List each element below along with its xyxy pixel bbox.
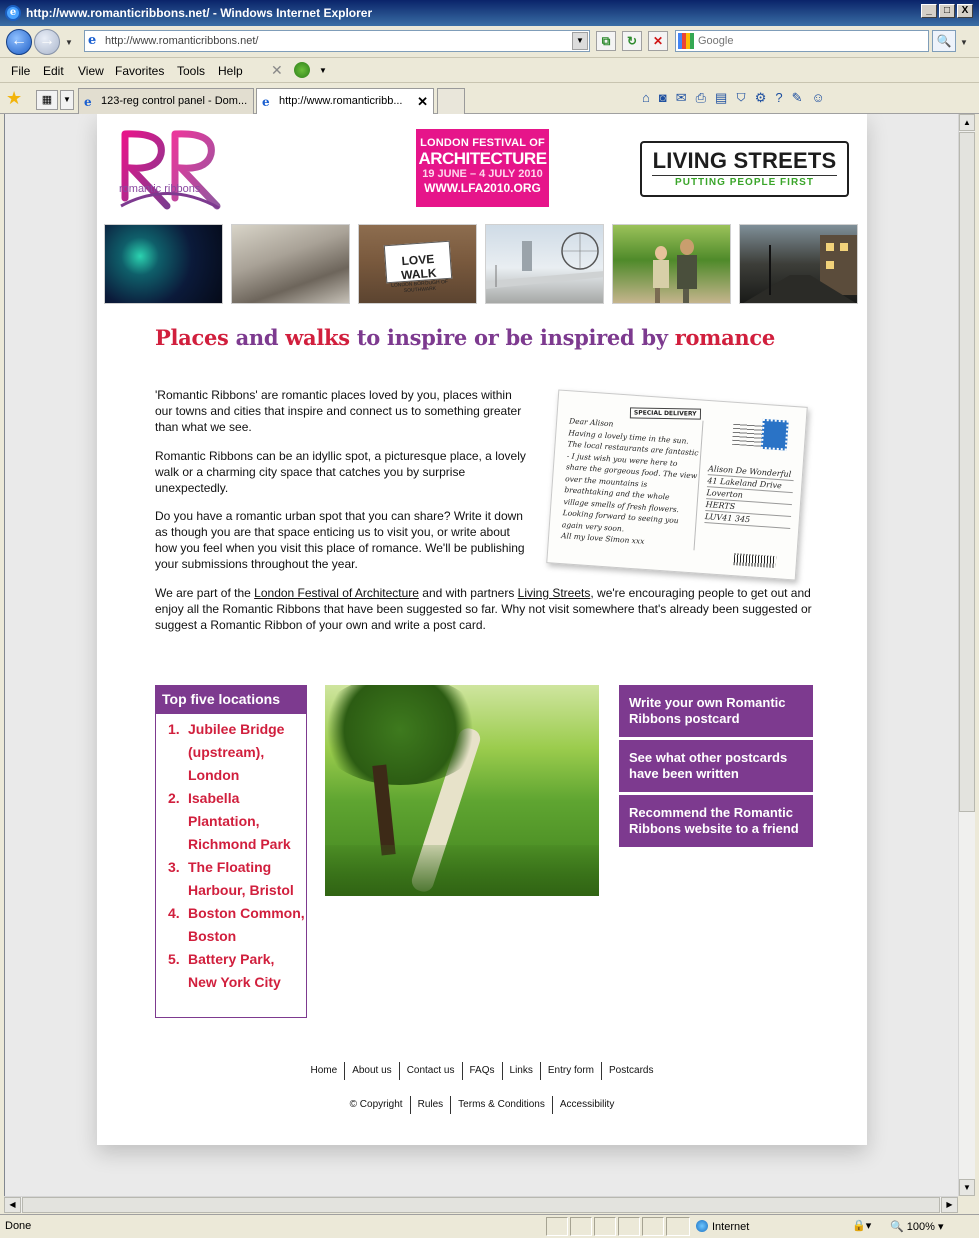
intro-paragraph-4 xyxy=(155,585,815,633)
history-dropdown-icon[interactable]: ▼ xyxy=(65,38,73,47)
new-tab-button[interactable] xyxy=(437,88,465,114)
lfa-line1: LONDON FESTIVAL OF xyxy=(420,137,545,149)
living-streets-tagline: PUTTING PEOPLE FIRST xyxy=(652,175,837,190)
top-five-item[interactable] xyxy=(168,718,306,787)
search-options-icon[interactable]: ▼ xyxy=(960,38,968,47)
item-number: 4. xyxy=(168,905,180,921)
intro-p4-part-a: We are part of the xyxy=(155,586,255,600)
item-number: 3. xyxy=(168,859,180,875)
top-five-item[interactable] xyxy=(168,787,306,856)
headline-middle: to inspire or be inspired by xyxy=(356,325,668,350)
status-text: Done xyxy=(5,1220,32,1232)
item-number: 5. xyxy=(168,951,180,967)
research-icon[interactable]: ✎ xyxy=(791,90,812,105)
tab-close-icon[interactable]: ✕ xyxy=(417,94,428,109)
intro-paragraph-3: Do you have a romantic urban spot that you can share? Write it down as though you are that space enticing us to visit you, or write about how you feel when you visit this place of romance. We'll be publishing your submissions throughout the year. xyxy=(155,509,525,571)
scroll-right-icon[interactable]: ▶ xyxy=(941,1197,958,1213)
window-title: http://www.romanticribbons.net/ - Windows Internet Explorer xyxy=(26,6,373,20)
item-label: Jubilee Bridge (upstream), London xyxy=(188,721,285,783)
title-bar xyxy=(0,0,979,26)
footer-link-entry-form[interactable]: Entry form xyxy=(540,1062,601,1080)
postmark-icon xyxy=(732,423,763,447)
status-bar xyxy=(0,1214,979,1238)
tab-romantic-ribbons[interactable] xyxy=(256,88,434,114)
status-pane xyxy=(546,1217,568,1236)
command-bar-icons xyxy=(642,90,834,106)
intro-p4-part-b: and with partners xyxy=(418,586,518,600)
tab-list-dropdown-icon[interactable]: ▼ xyxy=(60,90,74,110)
messenger-icon[interactable]: ☺ xyxy=(811,90,834,105)
menu-edit[interactable]: Edit xyxy=(43,64,64,78)
address-line: LUV41 345 xyxy=(704,511,791,529)
feeds-icon[interactable]: ◙ xyxy=(658,90,676,105)
navigation-bar xyxy=(0,26,979,58)
page-favicon-icon: e xyxy=(88,33,97,48)
postcard-message: Dear Alison Having a lovely time in the sun. The local restaurants are fantastic - I just wish you were here to share the gorgeous food. The view over the mountains is breathtaking and the whole village smells of fresh flowers. Looking forward to seeing you again very soon. All my love Simon xxx xyxy=(560,416,699,546)
menu-favorites[interactable]: Favorites xyxy=(115,64,165,78)
vertical-scrollbar[interactable] xyxy=(958,114,975,1196)
photo-night-lights xyxy=(104,224,223,304)
item-number: 2. xyxy=(168,790,180,806)
lfa-logo[interactable] xyxy=(416,129,549,207)
address-line: HERTS xyxy=(705,499,792,517)
zoom-level[interactable]: 🔍 100% ▾ xyxy=(890,1221,944,1233)
menu-tools[interactable]: Tools xyxy=(177,64,206,78)
scroll-up-icon[interactable]: ▲ xyxy=(959,114,975,131)
address-line: Loverton xyxy=(706,487,793,505)
menu-view[interactable]: View xyxy=(78,64,104,78)
page-headline xyxy=(155,325,835,350)
print-icon[interactable]: ⎙ xyxy=(695,90,716,105)
status-pane xyxy=(570,1217,592,1236)
footer-link-terms[interactable]: Terms & Conditions xyxy=(450,1096,552,1114)
minimize-button[interactable]: _ xyxy=(921,4,937,18)
living-streets-title: LIVING STREETS xyxy=(652,148,837,173)
menu-help[interactable]: Help xyxy=(218,64,243,78)
action-buttons xyxy=(619,685,813,850)
footer-link-copyright[interactable]: © Copyright xyxy=(349,1099,403,1110)
footer-link-contact[interactable]: Contact us xyxy=(399,1062,462,1080)
photo-night-street xyxy=(739,224,858,304)
compatibility-view-icon[interactable]: ⧉ xyxy=(596,31,616,51)
address-line: 41 Lakeland Drive xyxy=(707,475,794,493)
page-icon[interactable]: ▤ xyxy=(715,90,737,105)
item-label: Isabella Plantation, Richmond Park xyxy=(188,790,291,852)
item-number: 1. xyxy=(168,721,180,737)
read-mail-icon[interactable]: ✉ xyxy=(675,90,696,105)
addon-icon[interactable] xyxy=(294,62,310,78)
search-button[interactable]: 🔍 xyxy=(932,30,956,52)
tab-label: 123-reg control panel - Dom... xyxy=(101,95,248,107)
photo-couple-walking xyxy=(612,224,731,304)
vertical-scroll-thumb[interactable] xyxy=(959,132,975,812)
footer-link-accessibility[interactable]: Accessibility xyxy=(552,1096,621,1114)
maximize-button[interactable]: □ xyxy=(939,4,955,18)
browser-viewport xyxy=(4,114,958,1196)
status-pane xyxy=(642,1217,664,1236)
tab-favicon-icon: e xyxy=(84,95,92,109)
intro-p4-part-c: , we're encouraging people to get out and enjoy all the Romantic Ribbons that have been suggested so far. Why not visit somewhere that's already been suggested or suggest a Romantic Ribbon of your own and write a post card. xyxy=(155,586,812,632)
address-bar xyxy=(84,30,590,52)
address-line: Alison De Wonderful xyxy=(708,463,795,481)
menu-bar xyxy=(0,59,979,83)
footer-link-faqs[interactable]: FAQs xyxy=(462,1062,502,1080)
park-photo xyxy=(325,685,599,896)
top-five-box xyxy=(155,685,307,1018)
tab-bar xyxy=(0,84,979,114)
item-label: Battery Park, New York City xyxy=(188,951,281,990)
write-postcard-button[interactable]: Write your own Romantic Ribbons postcard xyxy=(619,685,813,737)
special-delivery-label: SPECIAL DELIVERY xyxy=(630,407,701,419)
horizontal-scroll-thumb[interactable] xyxy=(22,1197,940,1213)
photo-love-walk-sign xyxy=(358,224,477,304)
address-input[interactable] xyxy=(105,33,565,49)
headline-word-places: Places xyxy=(155,325,229,350)
search-box xyxy=(675,30,929,52)
safety-icon[interactable]: ⛉ xyxy=(736,90,755,105)
globe-icon xyxy=(696,1220,708,1232)
barcode-icon xyxy=(734,553,777,568)
web-page xyxy=(97,114,867,1145)
photo-london-eye xyxy=(485,224,604,304)
scroll-down-icon[interactable]: ▼ xyxy=(959,1179,975,1196)
refresh-icon[interactable]: ↻ xyxy=(622,31,642,51)
top-five-heading: Top five locations xyxy=(156,686,306,714)
google-icon xyxy=(678,33,694,49)
zoom-icon: 🔍 xyxy=(890,1221,904,1233)
living-streets-link[interactable]: Living Streets xyxy=(517,586,591,600)
zone-label: Internet xyxy=(712,1221,750,1233)
living-streets-logo[interactable] xyxy=(640,141,849,197)
recommend-friend-button[interactable]: Recommend the Romantic Ribbons website to a friend xyxy=(619,795,813,847)
home-icon[interactable]: ⌂ xyxy=(642,90,659,105)
footer-link-rules[interactable]: Rules xyxy=(410,1096,451,1114)
intro-paragraph-2: Romantic Ribbons can be an idyllic spot, a picturesque place, a lovely walk or a charming city space that catches you by surprise unexpectedly. xyxy=(155,449,526,495)
footer-link-about[interactable]: About us xyxy=(344,1062,398,1080)
back-button[interactable]: ← xyxy=(6,29,32,55)
view-postcards-button[interactable]: See what other postcards have been written xyxy=(619,740,813,792)
headline-word-romance: romance xyxy=(674,325,775,350)
lfa-line2: ARCHITECTURE xyxy=(418,149,547,168)
footer-nav xyxy=(97,1062,867,1080)
lfa-line4: WWW.LFA2010.ORG xyxy=(424,181,541,195)
quick-tabs-icon[interactable]: ▦ xyxy=(36,90,58,110)
headline-word-and: and xyxy=(235,325,279,350)
stop-icon[interactable]: ✕ xyxy=(648,31,668,51)
footer-link-home[interactable]: Home xyxy=(310,1065,338,1076)
postcard-image xyxy=(546,389,808,580)
top-five-item[interactable] xyxy=(168,948,306,994)
tools-gear-icon[interactable]: ⚙ xyxy=(754,90,776,105)
sign-subtext: LONDON BOROUGH OF SOUTHWARK xyxy=(390,278,449,295)
tab-label: http://www.romanticribb... xyxy=(279,95,403,107)
zoom-label: 100% xyxy=(906,1221,935,1233)
sign-text: LOVE WALK xyxy=(400,251,437,283)
security-zone[interactable] xyxy=(696,1220,749,1233)
romantic-ribbons-logo[interactable] xyxy=(117,128,221,212)
horizontal-scrollbar[interactable] xyxy=(4,1196,958,1213)
footer-link-links[interactable]: Links xyxy=(502,1062,540,1080)
ie-logo-icon: e xyxy=(5,5,21,21)
close-window-button[interactable]: X xyxy=(957,4,973,18)
search-input[interactable] xyxy=(698,33,918,49)
top-five-list xyxy=(156,714,306,994)
intro-paragraph-1: 'Romantic Ribbons' are romantic places loved by you, places within our towns and cities that inspire and connect us to something greater than what we see. xyxy=(155,388,522,434)
protected-mode-icon[interactable]: 🔒▾ xyxy=(852,1220,872,1232)
lfa-link[interactable]: London Festival of Architecture xyxy=(254,586,419,600)
love-walk-sign xyxy=(384,241,452,295)
favorites-star-icon[interactable]: ★ xyxy=(6,88,23,108)
menu-file[interactable]: File xyxy=(11,64,31,78)
stamp-icon xyxy=(761,419,789,451)
status-pane xyxy=(594,1217,616,1236)
close-toolbar-icon[interactable]: ✕ xyxy=(271,62,283,78)
logo-text: romantic ribbons xyxy=(119,183,201,195)
status-pane xyxy=(666,1217,690,1236)
top-five-item[interactable] xyxy=(168,856,306,902)
park-foreground xyxy=(325,845,599,896)
photo-people-pavement xyxy=(231,224,350,304)
tab-favicon-icon: e xyxy=(262,95,270,109)
status-pane xyxy=(618,1217,640,1236)
addon-dropdown-icon[interactable]: ▼ xyxy=(319,66,327,75)
postcard-address xyxy=(704,463,794,529)
photo-strip xyxy=(104,224,861,304)
help-icon[interactable]: ? xyxy=(775,90,792,105)
lfa-line3: 19 JUNE – 4 JULY 2010 xyxy=(422,168,543,180)
address-dropdown-icon[interactable]: ▼ xyxy=(572,32,588,50)
forward-button[interactable]: → xyxy=(34,29,60,55)
tab-123reg[interactable] xyxy=(78,88,254,114)
item-label: Boston Common, Boston xyxy=(188,905,305,944)
top-five-item[interactable] xyxy=(168,902,306,948)
headline-word-walks: walks xyxy=(285,325,350,350)
footer-link-postcards[interactable]: Postcards xyxy=(601,1062,660,1080)
footer-legal xyxy=(97,1096,867,1114)
item-label: The Floating Harbour, Bristol xyxy=(188,859,294,898)
scroll-left-icon[interactable]: ◀ xyxy=(4,1197,21,1213)
